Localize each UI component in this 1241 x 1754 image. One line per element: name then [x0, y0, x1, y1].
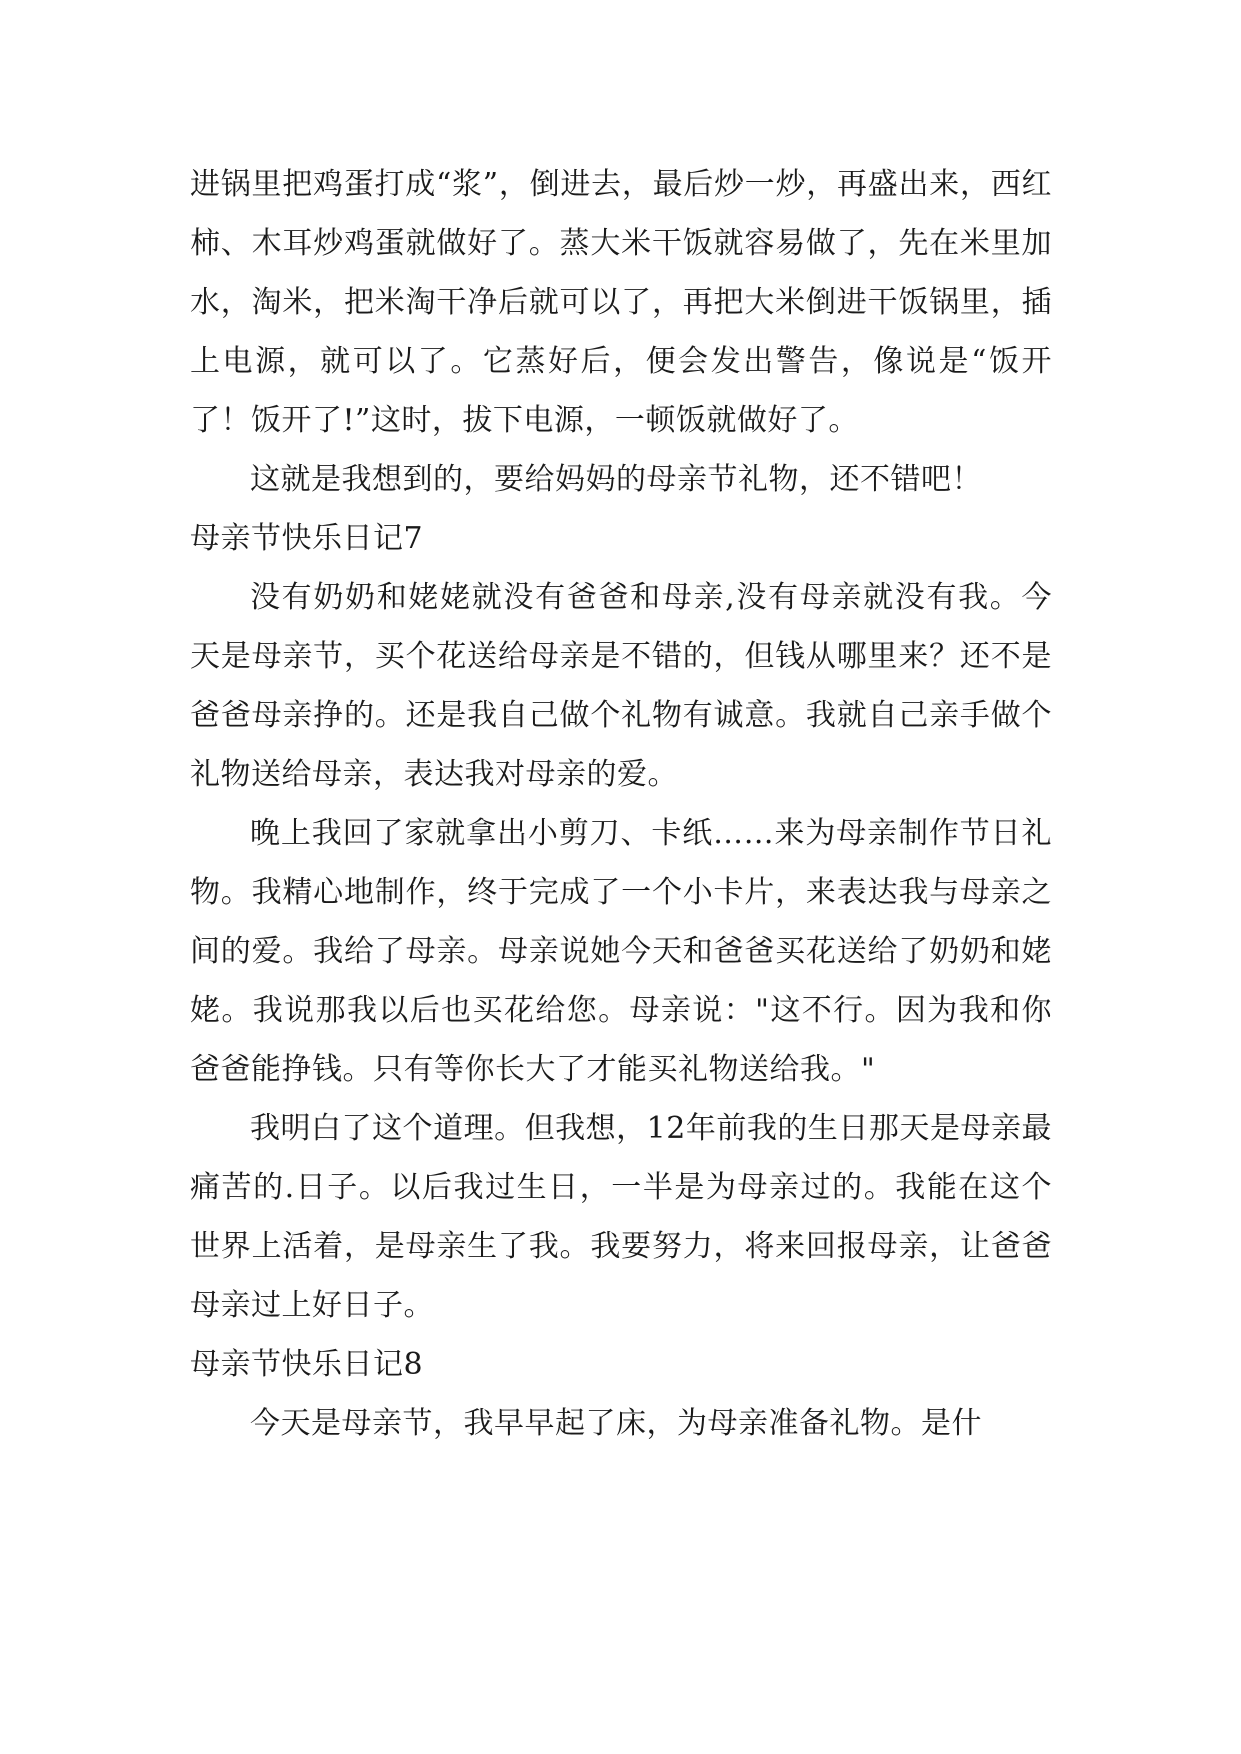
paragraph-gift-summary: 这就是我想到的，要给妈妈的母亲节礼物，还不错吧！: [250, 462, 982, 497]
paragraph-diary-7-reflection: 我明白了这个道理。但我想，12年前我的生日那天是母亲最痛苦的.日子。以后我过生日，一半是为母亲过的。我能在这个世界上活着，是母亲生了我。我要努力，将来回报母亲，让爸爸母亲过上好日子。: [190, 1111, 1052, 1323]
paragraph-diary-8-intro: 今天是母亲节，我早早起了床，为母亲准备礼物。是什: [250, 1406, 982, 1441]
paragraph-diary-7-intro: 没有奶奶和姥姥就没有爸爸和母亲,没有母亲就没有我。今天是母亲节，买个花送给母亲是不错的，但钱从哪里来？还不是爸爸母亲挣的。还是我自己做个礼物有诚意。我就自己亲手做个礼物送给母亲，表达我对母亲的爱。: [190, 580, 1052, 792]
section-heading-diary-8: 母亲节快乐日记8: [190, 1347, 424, 1382]
paragraph-diary-7-card: 晚上我回了家就拿出小剪刀、卡纸……来为母亲制作节日礼物。我精心地制作，终于完成了一个小卡片，来表达我与母亲之间的爱。我给了母亲。母亲说她今天和爸爸买花送给了奶奶和姥姥。我说那我以后也买花给您。母亲说："这不行。因为我和你爸爸能挣钱。只有等你长大了才能买礼物送给我。": [190, 816, 1052, 1087]
section-heading-diary-7: 母亲节快乐日记7: [190, 521, 424, 556]
paragraph-cooking-steps: 进锅里把鸡蛋打成“浆”，倒进去，最后炒一炒，再盛出来，西红柿、木耳炒鸡蛋就做好了。蒸大米干饭就容易做了，先在米里加水，淘米，把米淘干净后就可以了，再把大米倒进干饭锅里，插上电源，就可以了。它蒸好后，便会发出警告，像说是“饭开了！饭开了!”这时，拔下电源，一顿饭就做好了。: [190, 167, 1052, 438]
document-body: [190, 155, 1052, 1453]
